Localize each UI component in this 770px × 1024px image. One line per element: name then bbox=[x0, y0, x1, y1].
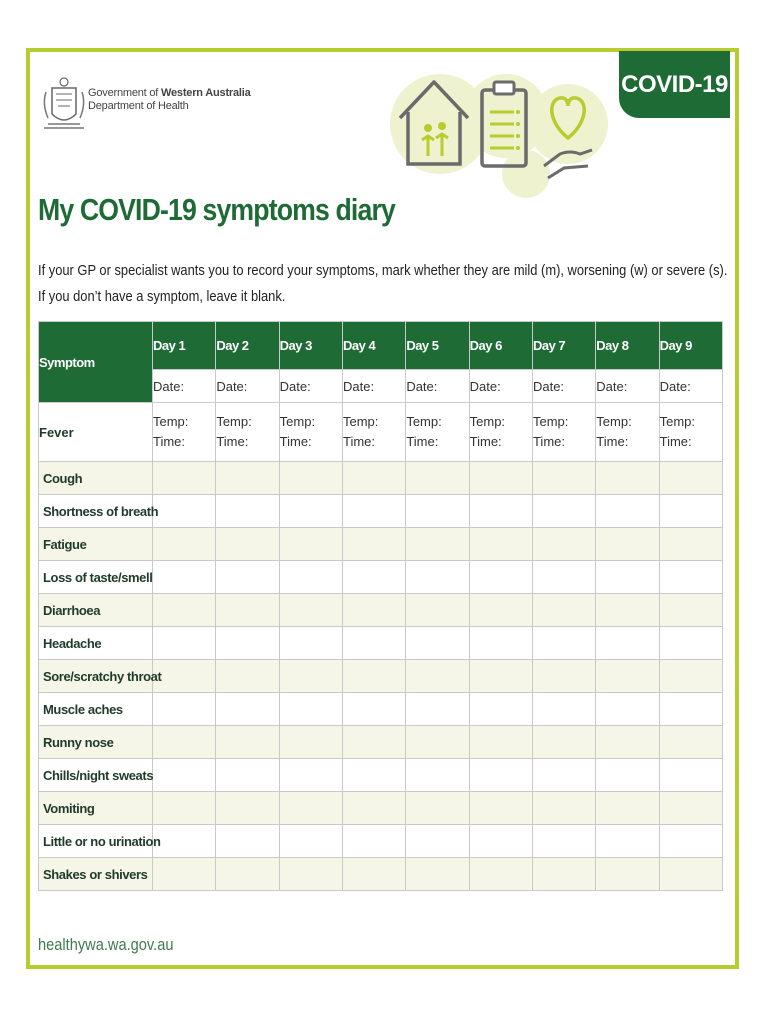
symptom-cell[interactable] bbox=[279, 759, 342, 792]
symptom-cell[interactable] bbox=[596, 627, 659, 660]
symptom-cell[interactable] bbox=[279, 627, 342, 660]
temp-label: Temp: bbox=[532, 414, 569, 429]
time-label: Time: bbox=[596, 434, 629, 449]
symptom-cell[interactable] bbox=[596, 561, 659, 594]
intro-line: If you don’t have a symptom, leave it blank. bbox=[38, 288, 286, 305]
symptom-cell[interactable] bbox=[596, 693, 659, 726]
symptom-label: Loss of taste/smell bbox=[39, 561, 153, 594]
symptom-cell[interactable] bbox=[596, 825, 659, 858]
symptom-cell[interactable] bbox=[216, 858, 279, 891]
symptom-cell[interactable] bbox=[532, 858, 595, 891]
symptom-cell[interactable] bbox=[342, 627, 405, 660]
intro-text bbox=[38, 258, 728, 310]
date-field[interactable]: Date: bbox=[406, 370, 469, 403]
day-header: Day 4 bbox=[342, 322, 405, 370]
symptom-cell[interactable] bbox=[659, 561, 722, 594]
symptom-cell[interactable] bbox=[216, 594, 279, 627]
symptom-cell[interactable] bbox=[532, 594, 595, 627]
symptom-cell[interactable] bbox=[596, 792, 659, 825]
symptom-cell[interactable] bbox=[216, 495, 279, 528]
fever-cell[interactable] bbox=[279, 403, 342, 462]
symptom-cell[interactable] bbox=[469, 660, 532, 693]
time-label: Time: bbox=[406, 434, 439, 449]
symptom-cell[interactable] bbox=[342, 462, 405, 495]
symptom-cell[interactable] bbox=[659, 495, 722, 528]
table-row bbox=[39, 528, 723, 561]
temp-label: Temp: bbox=[406, 414, 442, 429]
day-header: Day 6 bbox=[469, 322, 532, 370]
table-row bbox=[39, 495, 723, 528]
table-row bbox=[39, 726, 723, 759]
symptom-cell[interactable] bbox=[406, 594, 469, 627]
symptom-label: Muscle aches bbox=[39, 693, 153, 726]
symptom-label: Runny nose bbox=[39, 726, 153, 759]
date-field[interactable]: Date: bbox=[216, 370, 279, 403]
table-row bbox=[39, 627, 723, 660]
symptom-cell[interactable] bbox=[406, 858, 469, 891]
symptom-cell[interactable] bbox=[406, 825, 469, 858]
organisation-name bbox=[88, 87, 251, 113]
covid-badge: COVID-19 bbox=[619, 51, 730, 118]
symptom-cell[interactable] bbox=[532, 627, 595, 660]
symptom-cell[interactable] bbox=[469, 693, 532, 726]
symptom-cell[interactable] bbox=[596, 495, 659, 528]
symptom-label: Fatigue bbox=[39, 528, 153, 561]
symptom-cell[interactable] bbox=[469, 561, 532, 594]
symptom-label: Headache bbox=[39, 627, 153, 660]
fever-cell[interactable] bbox=[469, 403, 532, 462]
table-row bbox=[39, 594, 723, 627]
date-field[interactable]: Date: bbox=[153, 370, 216, 403]
time-label: Time: bbox=[216, 434, 249, 449]
symptom-cell[interactable] bbox=[406, 528, 469, 561]
symptom-cell[interactable] bbox=[279, 825, 342, 858]
table-row bbox=[39, 660, 723, 693]
symptom-cell[interactable] bbox=[153, 462, 216, 495]
symptom-cell[interactable] bbox=[596, 594, 659, 627]
symptom-cell[interactable] bbox=[216, 825, 279, 858]
symptom-cell[interactable] bbox=[279, 726, 342, 759]
symptom-cell[interactable] bbox=[216, 693, 279, 726]
table-row bbox=[39, 858, 723, 891]
symptom-cell[interactable] bbox=[659, 594, 722, 627]
symptom-cell[interactable] bbox=[153, 561, 216, 594]
time-label: Time: bbox=[279, 434, 312, 449]
symptom-cell[interactable] bbox=[216, 627, 279, 660]
symptom-cell[interactable] bbox=[596, 528, 659, 561]
date-field[interactable]: Date: bbox=[342, 370, 405, 403]
symptom-cell[interactable] bbox=[532, 660, 595, 693]
table-row bbox=[39, 825, 723, 858]
header-illustration bbox=[388, 62, 610, 200]
symptom-cell[interactable] bbox=[469, 594, 532, 627]
coat-of-arms-logo bbox=[38, 74, 90, 136]
symptom-cell[interactable] bbox=[406, 660, 469, 693]
org-state: Western Australia bbox=[161, 87, 251, 99]
symptom-cell[interactable] bbox=[342, 759, 405, 792]
symptom-cell[interactable] bbox=[153, 759, 216, 792]
symptom-cell[interactable] bbox=[469, 462, 532, 495]
symptom-cell[interactable] bbox=[153, 825, 216, 858]
symptom-cell[interactable] bbox=[469, 726, 532, 759]
symptom-cell[interactable] bbox=[406, 495, 469, 528]
symptom-cell[interactable] bbox=[659, 726, 722, 759]
symptom-cell[interactable] bbox=[406, 627, 469, 660]
symptom-cell[interactable] bbox=[659, 528, 722, 561]
symptom-cell[interactable] bbox=[342, 825, 405, 858]
day-header: Day 8 bbox=[596, 322, 659, 370]
temp-label: Temp: bbox=[153, 414, 189, 429]
time-label: Time: bbox=[342, 434, 376, 449]
symptom-cell[interactable] bbox=[659, 825, 722, 858]
symptom-cell[interactable] bbox=[216, 462, 279, 495]
fever-cell[interactable] bbox=[216, 403, 279, 462]
day-header: Day 7 bbox=[532, 322, 595, 370]
symptom-cell[interactable] bbox=[659, 627, 722, 660]
symptom-cell[interactable] bbox=[216, 759, 279, 792]
symptom-label: Little or no urination bbox=[39, 825, 153, 858]
symptom-cell[interactable] bbox=[153, 693, 216, 726]
time-label: Time: bbox=[532, 434, 565, 449]
temp-label: Temp: bbox=[279, 414, 316, 429]
fever-cell[interactable] bbox=[342, 403, 405, 462]
table-row bbox=[39, 462, 723, 495]
symptom-label: Shakes or shivers bbox=[39, 858, 153, 891]
symptom-cell[interactable] bbox=[216, 726, 279, 759]
symptom-label: Chills/night sweats bbox=[39, 759, 153, 792]
symptom-rows bbox=[39, 462, 723, 891]
symptom-cell[interactable] bbox=[216, 792, 279, 825]
symptom-cell[interactable] bbox=[469, 825, 532, 858]
symptom-cell[interactable] bbox=[279, 594, 342, 627]
date-field[interactable]: Date: bbox=[469, 370, 532, 403]
symptom-cell[interactable] bbox=[342, 693, 405, 726]
symptom-cell[interactable] bbox=[596, 858, 659, 891]
symptom-cell[interactable] bbox=[342, 561, 405, 594]
symptom-cell[interactable] bbox=[532, 561, 595, 594]
symptom-cell[interactable] bbox=[469, 858, 532, 891]
symptom-cell[interactable] bbox=[596, 660, 659, 693]
symptom-cell[interactable] bbox=[153, 594, 216, 627]
symptom-label: Shortness of breath bbox=[39, 495, 153, 528]
symptom-cell[interactable] bbox=[342, 726, 405, 759]
symptom-cell[interactable] bbox=[406, 792, 469, 825]
symptom-cell[interactable] bbox=[279, 693, 342, 726]
symptom-cell[interactable] bbox=[342, 792, 405, 825]
symptom-cell[interactable] bbox=[469, 792, 532, 825]
symptom-cell[interactable] bbox=[153, 660, 216, 693]
symptom-cell[interactable] bbox=[659, 792, 722, 825]
temp-label: Temp: bbox=[216, 414, 252, 429]
date-field[interactable]: Date: bbox=[659, 370, 722, 403]
symptom-label: Diarrhoea bbox=[39, 594, 153, 627]
symptom-cell[interactable] bbox=[659, 759, 722, 792]
symptom-cell[interactable] bbox=[279, 495, 342, 528]
symptom-cell[interactable] bbox=[279, 660, 342, 693]
date-field[interactable]: Date: bbox=[596, 370, 659, 403]
symptom-cell[interactable] bbox=[469, 528, 532, 561]
symptom-cell[interactable] bbox=[216, 561, 279, 594]
symptom-cell[interactable] bbox=[469, 627, 532, 660]
date-field[interactable]: Date: bbox=[279, 370, 342, 403]
symptom-cell[interactable] bbox=[532, 495, 595, 528]
table-row bbox=[39, 693, 723, 726]
symptom-cell[interactable] bbox=[406, 693, 469, 726]
symptom-label-fever: Fever bbox=[39, 403, 153, 462]
table-header-row bbox=[39, 322, 723, 370]
day-header: Day 5 bbox=[406, 322, 469, 370]
symptoms-table bbox=[38, 321, 723, 891]
footer-url: healthywa.wa.gov.au bbox=[38, 935, 174, 954]
symptom-cell[interactable] bbox=[532, 528, 595, 561]
symptom-cell[interactable] bbox=[532, 462, 595, 495]
temp-label: Temp: bbox=[469, 414, 506, 429]
symptom-cell[interactable] bbox=[532, 825, 595, 858]
symptom-cell[interactable] bbox=[342, 528, 405, 561]
symptom-cell[interactable] bbox=[659, 693, 722, 726]
fever-cell[interactable] bbox=[153, 403, 216, 462]
symptom-cell[interactable] bbox=[216, 660, 279, 693]
symptom-cell[interactable] bbox=[659, 858, 722, 891]
symptom-cell[interactable] bbox=[406, 726, 469, 759]
org-prefix: Government of bbox=[88, 87, 162, 99]
symptom-cell[interactable] bbox=[279, 561, 342, 594]
symptom-cell[interactable] bbox=[153, 726, 216, 759]
symptom-cell[interactable] bbox=[153, 858, 216, 891]
fever-cell[interactable] bbox=[596, 403, 659, 462]
page-title: My COVID-19 symptoms diary bbox=[38, 192, 395, 227]
symptom-cell[interactable] bbox=[342, 594, 405, 627]
symptom-cell[interactable] bbox=[406, 759, 469, 792]
table-row bbox=[39, 561, 723, 594]
day-header: Day 1 bbox=[153, 322, 216, 370]
symptom-cell[interactable] bbox=[596, 759, 659, 792]
symptom-cell[interactable] bbox=[469, 759, 532, 792]
symptom-cell[interactable] bbox=[532, 693, 595, 726]
symptom-cell[interactable] bbox=[279, 462, 342, 495]
symptom-cell[interactable] bbox=[659, 660, 722, 693]
fever-cell[interactable] bbox=[659, 403, 722, 462]
symptom-cell[interactable] bbox=[596, 462, 659, 495]
symptom-cell[interactable] bbox=[469, 495, 532, 528]
symptom-cell[interactable] bbox=[406, 561, 469, 594]
fever-cell[interactable] bbox=[532, 403, 595, 462]
fever-row bbox=[39, 403, 723, 462]
symptom-cell[interactable] bbox=[279, 858, 342, 891]
symptom-label: Sore/scratchy throat bbox=[39, 660, 153, 693]
fever-cell[interactable] bbox=[406, 403, 469, 462]
symptom-cell[interactable] bbox=[279, 792, 342, 825]
symptom-cell[interactable] bbox=[342, 858, 405, 891]
temp-label: Temp: bbox=[596, 414, 632, 429]
time-label: Time: bbox=[659, 434, 692, 449]
date-field[interactable]: Date: bbox=[532, 370, 595, 403]
day-header: Day 2 bbox=[216, 322, 279, 370]
symptom-cell[interactable] bbox=[153, 792, 216, 825]
symptom-cell[interactable] bbox=[596, 726, 659, 759]
symptom-column-header: Symptom bbox=[39, 322, 153, 403]
symptom-cell[interactable] bbox=[153, 528, 216, 561]
symptom-cell[interactable] bbox=[342, 660, 405, 693]
symptom-cell[interactable] bbox=[406, 462, 469, 495]
symptom-label: Vomiting bbox=[39, 792, 153, 825]
symptom-cell[interactable] bbox=[532, 759, 595, 792]
time-label: Time: bbox=[469, 434, 502, 449]
intro-line: If your GP or specialist wants you to record your symptoms, mark whether they are mild (m), worsening (w) or severe (s). bbox=[38, 262, 728, 279]
symptom-label: Cough bbox=[39, 462, 153, 495]
org-department: Department of Health bbox=[88, 100, 189, 112]
symptom-cell[interactable] bbox=[532, 792, 595, 825]
table-row bbox=[39, 792, 723, 825]
temp-label: Temp: bbox=[342, 414, 379, 429]
symptom-cell[interactable] bbox=[532, 726, 595, 759]
symptom-cell[interactable] bbox=[659, 462, 722, 495]
temp-label: Temp: bbox=[659, 414, 696, 429]
symptom-cell[interactable] bbox=[342, 495, 405, 528]
day-header: Day 3 bbox=[279, 322, 342, 370]
table-row bbox=[39, 759, 723, 792]
symptom-cell[interactable] bbox=[216, 528, 279, 561]
symptom-cell[interactable] bbox=[279, 528, 342, 561]
time-label: Time: bbox=[153, 434, 186, 449]
symptom-cell[interactable] bbox=[153, 495, 216, 528]
symptom-cell[interactable] bbox=[153, 627, 216, 660]
day-header: Day 9 bbox=[659, 322, 722, 370]
